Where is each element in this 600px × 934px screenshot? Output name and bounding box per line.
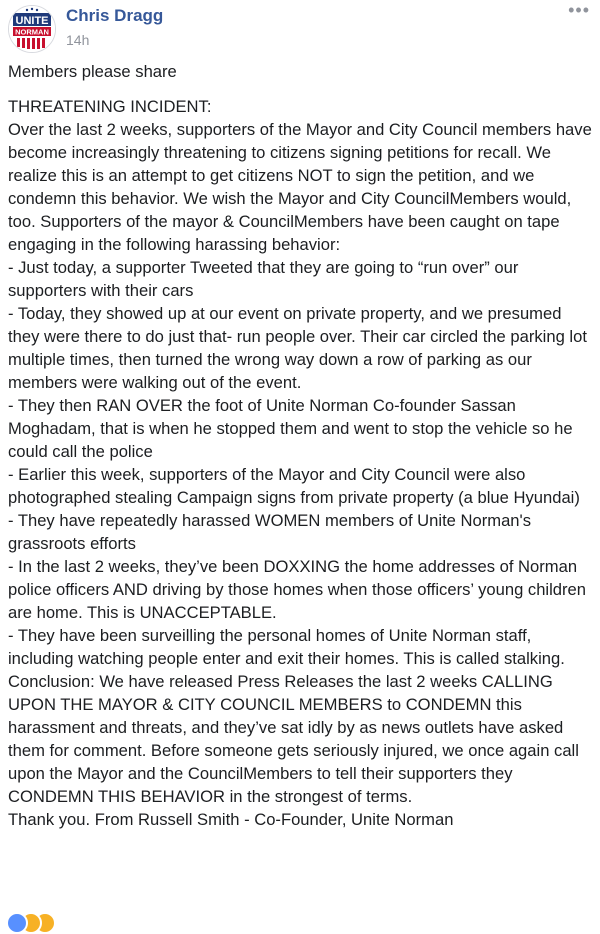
avatar[interactable]: [8, 5, 56, 53]
post-intro: Members please share: [8, 62, 177, 81]
author-name[interactable]: Chris Dragg: [66, 6, 164, 25]
post-timestamp[interactable]: 14h: [66, 32, 90, 48]
more-horizontal-icon[interactable]: •••: [568, 0, 590, 20]
like-reaction-icon: [6, 912, 28, 934]
post-header: [0, 0, 600, 58]
logo-line1: UNITE: [15, 15, 49, 27]
unite-norman-logo-icon: [9, 6, 55, 52]
logo-line2: NORMAN: [15, 27, 49, 37]
post-text: THREATENING INCIDENT: Over the last 2 weeks, supporters of the Mayor and City Council members have become increasingly threatening to citizens signing petitions for recall. We realize this is an attempt to get citizens NOT to sign the petition, and we condemn this behavior. We wish the Mayor and City CouncilMembers would, too. Supporters of the mayor & CouncilMembers have been caught on tape engaging in the following harassing behavior: - Just today, a supporter Tweeted that they are going to “run over” our supporters with their cars - Today, they showed up at our event on private property, and we presumed they were there to do just that- run people over. Their car circled the parking lot multiple times, then turned the wrong way down a row of parking as our members were walking out of the event. - They then RAN OVER the foot of Unite Norman Co-founder Sassan Moghadam, that is when he stopped them and went to stop the vehicle so he could call the police - Earlier this week, supporters of the Mayor and City Council were also photographed stealing Campaign signs from private property (a blue Hyundai) - They have repeatedly harassed WOMEN members of Unite Norman's grassroots efforts - In the last 2 weeks, they’ve been DOXXING the home addresses of Norman police officers AND driving by those homes when those officers’ young children are home. This is UNACCEPTABLE. - They have been surveilling the personal homes of Unite Norman staff, including watching people enter and exit their homes. This is called stalking. Conclusion: We have released Press Releases the last 2 weeks CALLING UPON THE MAYOR & CITY COUNCIL MEMBERS to CONDEMN this harassment and threats, and they’ve sat idly by as news outlets have asked them for comment. Before someone gets seriously injured, we once again call upon the Mayor and the CouncilMembers to tell their supporters they CONDEMN THIS BEHAVIOR in the strongest of terms. Thank you. From Russell Smith - Co-Founder, Unite Norman: [8, 97, 592, 829]
post-body: [8, 60, 594, 831]
